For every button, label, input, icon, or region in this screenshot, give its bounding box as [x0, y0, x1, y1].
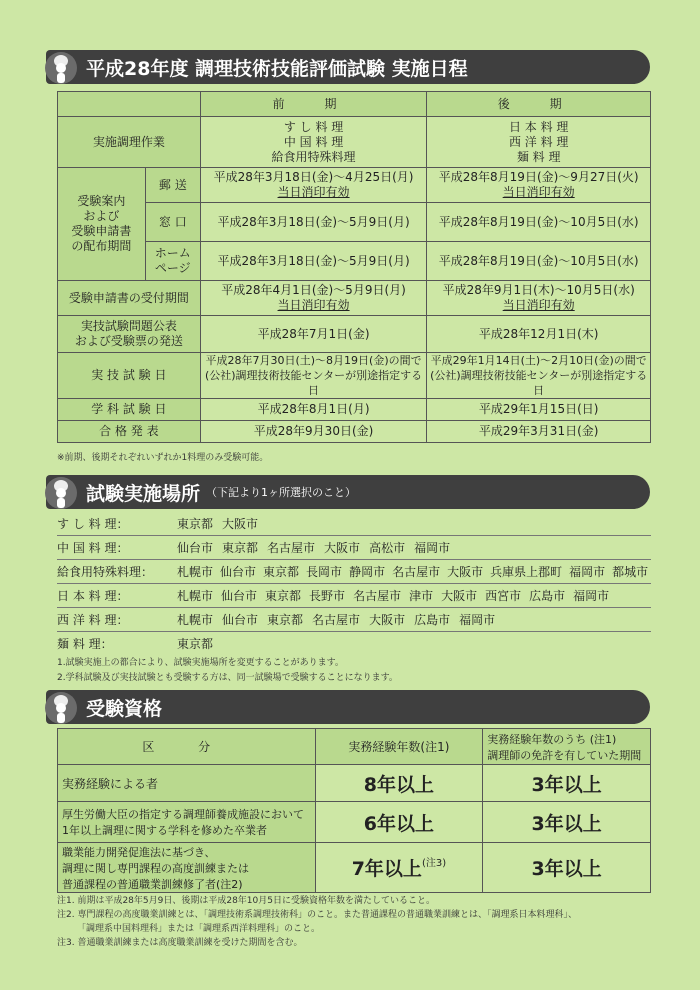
label-part: および受験票の発送 [74, 334, 183, 348]
venue-city: 東京都 [267, 613, 304, 627]
dish: す し 料 理 [283, 119, 344, 134]
note-line: 注3. 普通職業訓練または高度職業訓練を受けた期間を含む。 [57, 938, 303, 948]
venue-city: 西宮市 [485, 589, 522, 603]
qual-years: 6年以上 [315, 802, 483, 843]
venue-city: 高松市 [369, 541, 406, 555]
venue-city: 仙台市 [177, 541, 214, 555]
qual-license: 3年以上 [483, 765, 651, 802]
venue-city: 名古屋市 [353, 589, 402, 603]
postmark-note: 当日消印有効 [502, 298, 575, 312]
chef-mascot-icon [40, 49, 82, 91]
venue-city: 仙台市 [221, 589, 258, 603]
qual-license: 3年以上 [483, 802, 651, 843]
venue-city: 大阪市 [324, 541, 361, 555]
venue-city: 長野市 [309, 589, 346, 603]
label-part: ホーム [154, 246, 191, 260]
label-line: 厚生労働大臣の指定する調理師養成施設において [62, 808, 304, 821]
venue-city: 東京都 [177, 517, 214, 531]
schedule-note: ※前期、後期それぞれいずれか1料理のみ受験可能。 [57, 453, 269, 463]
label-line: 職業能力開発促進法に基づき、 [62, 845, 216, 859]
venue-city: 大阪市 [441, 589, 478, 603]
date-note: (公社)調理技術技能センターが別途指定する日 [430, 369, 648, 397]
schedule-table [57, 91, 651, 443]
dish: 中 国 料 理 [283, 134, 344, 149]
date-range: 平成29年1月14日(土)～2月10日(金)の間で [430, 354, 647, 367]
venue-city: 名古屋市 [267, 541, 316, 555]
mail-second [427, 168, 651, 203]
venue-city: 仙台市 [222, 613, 259, 627]
written-second: 平成29年1月15日(日) [427, 399, 651, 421]
section-header-qualification [46, 690, 650, 724]
header-license [483, 729, 651, 765]
postmark-note: 当日消印有効 [277, 185, 350, 199]
venue-row-western [57, 608, 651, 632]
label-line: 調理に関し専門課程の高度訓練または [62, 861, 249, 875]
years-note: (注3) [421, 858, 447, 869]
written-first: 平成28年8月1日(月) [200, 399, 427, 421]
venue-city: 福岡市 [573, 589, 610, 603]
row-label-cooking: 実施調理作業 [58, 117, 201, 168]
venue-city: 東京都 [263, 565, 300, 579]
venue-city: 大阪市 [447, 565, 484, 579]
dish: 日 本 料 理 [508, 119, 569, 134]
venue-label: 西 洋 料 理： [57, 613, 129, 627]
cooking-second [427, 117, 651, 168]
venue-label: 中 国 料 理： [57, 541, 129, 555]
venue-city: 大阪市 [369, 613, 406, 627]
announce-first: 平成28年7月1日(金) [200, 316, 427, 353]
note-line: 「調理系中国料理科」または「調理系西洋料理科」のこと。 [77, 924, 321, 934]
pass-first: 平成28年9月30日(金) [200, 421, 427, 443]
venue-city: 静岡市 [349, 565, 386, 579]
row-label-accept: 受験申請書の受付期間 [58, 281, 201, 316]
label-line: 実務経験による者 [62, 776, 159, 791]
announce-second: 平成28年12月1日(木) [427, 316, 651, 353]
years-value: 7年以上 [351, 858, 422, 880]
corner-cell [58, 92, 201, 117]
venue-row-japanese [57, 584, 651, 608]
venue-city: 札幌市 [177, 589, 214, 603]
pass-second: 平成29年3月31日(金) [427, 421, 651, 443]
web-first: 平成28年3月18日(金)～5月9日(月) [200, 242, 427, 281]
qualification-table [57, 728, 651, 893]
section-title: 受験資格 [86, 697, 163, 720]
section-header-venues [46, 475, 650, 509]
qual-row-label [58, 765, 316, 802]
header-part: 調理師の免許を有していた期間 [487, 748, 642, 762]
venue-city: 広島市 [529, 589, 566, 603]
qual-years: 8年以上 [315, 765, 483, 802]
header-second: 後 期 [427, 92, 651, 117]
venue-row-chinese [57, 536, 651, 560]
date-range: 平成28年7月30日(土)～8月19日(金)の間で [205, 354, 422, 367]
section-header-schedule [46, 50, 650, 84]
venue-city: 福岡市 [459, 613, 496, 627]
window-first: 平成28年3月18日(金)～5月9日(月) [200, 203, 427, 242]
accept-first [200, 281, 427, 316]
label-part: 実技試験問題公表 [80, 319, 177, 333]
label-line: 1年以上調理に関する学科を修めた卒業者 [62, 824, 267, 837]
venue-city: 札幌市 [177, 613, 214, 627]
section-subtitle: （下記より1ヶ所選択のこと） [206, 486, 357, 499]
venue-row-catering [57, 560, 651, 584]
chef-mascot-icon [40, 689, 82, 731]
postmark-note: 当日消印有効 [277, 298, 350, 312]
cooking-first [200, 117, 427, 168]
header-category: 区 分 [58, 729, 316, 765]
venue-city: 長岡市 [306, 565, 343, 579]
venue-city: 札幌市 [177, 565, 214, 579]
practical-first [200, 353, 427, 399]
qual-years [315, 843, 483, 893]
qualification-notes [57, 894, 657, 950]
label-web [145, 242, 200, 281]
venue-city: 東京都 [222, 541, 259, 555]
dish: 西 洋 料 理 [508, 134, 569, 149]
venue-note: 2.学科試験及び実技試験とも受験する方は、同一試験場で受験することになります。 [57, 673, 398, 683]
venue-row-noodle [57, 632, 651, 655]
qual-row-label [58, 802, 316, 843]
date-range: 平成28年4月1日(金)～5月9日(月) [221, 283, 406, 297]
venue-label: 給食用特殊料理： [57, 565, 154, 579]
venue-city: 東京都 [177, 637, 214, 651]
mail-first [200, 168, 427, 203]
label-mail: 郵 送 [145, 168, 200, 203]
web-second: 平成28年8月19日(金)～10月5日(水) [427, 242, 651, 281]
row-label-practical: 実 技 試 験 日 [58, 353, 201, 399]
venue-label: 日 本 料 理： [57, 589, 129, 603]
venue-city: 名古屋市 [392, 565, 441, 579]
venue-city: 都城市 [612, 565, 649, 579]
section-title: 試験実施場所 [86, 482, 201, 505]
label-part: ページ [154, 261, 191, 275]
venue-city: 福岡市 [414, 541, 451, 555]
venue-city: 福岡市 [569, 565, 606, 579]
venue-list [57, 512, 651, 655]
row-label-announce [58, 316, 201, 353]
venue-note: 1.試験実施上の都合により、試験実施場所を変更することがあります。 [57, 658, 344, 668]
venue-city: 津市 [409, 589, 434, 603]
label-line: 普通課程の普通職業訓練修了者(注2) [62, 877, 243, 891]
date-note: (公社)調理技術技能センターが別途指定する日 [204, 369, 423, 397]
dish: 給食用特殊料理 [271, 149, 356, 164]
venue-city: 広島市 [414, 613, 451, 627]
venue-label: 麺 料 理： [57, 637, 113, 651]
window-second: 平成28年8月19日(金)～10月5日(水) [427, 203, 651, 242]
chef-mascot-icon [40, 474, 82, 516]
note-line: 注1. 前期は平成28年5月9日、後期は平成28年10月5日に受験資格年数を満たしていること。 [57, 896, 435, 906]
qual-license: 3年以上 [483, 843, 651, 893]
accept-second [427, 281, 651, 316]
dish: 麺 料 理 [516, 149, 561, 164]
row-label-distribution: 受験案内 および 受験申請書 の配布期間 [58, 168, 146, 281]
venue-row-sushi [57, 512, 651, 536]
date-range: 平成28年8月19日(金)～9月27日(火) [438, 170, 639, 184]
header-part: 実務経験年数のうち (注1) [487, 732, 617, 746]
venue-city: 大阪市 [222, 517, 259, 531]
qual-row-label [58, 843, 316, 893]
venue-city: 兵庫県上郡町 [490, 565, 563, 579]
row-label-written: 学 科 試 験 日 [58, 399, 201, 421]
postmark-note: 当日消印有効 [502, 185, 575, 199]
venue-label: す し 料 理： [57, 517, 129, 531]
note-line: 注2. 専門課程の高度職業訓練とは、「調理技術系調理技術科」のこと。また普通課程の普通職業訓練とは、「調理系日本料理科」、 [57, 910, 577, 920]
date-range: 平成28年9月1日(木)～10月5日(水) [442, 283, 635, 297]
row-label-pass: 合 格 発 表 [58, 421, 201, 443]
date-range: 平成28年3月18日(金)～4月25日(月) [213, 170, 414, 184]
venue-city: 名古屋市 [312, 613, 361, 627]
venue-city: 東京都 [265, 589, 302, 603]
header-first: 前 期 [200, 92, 427, 117]
label-window: 窓 口 [145, 203, 200, 242]
practical-second [427, 353, 651, 399]
header-years: 実務経験年数(注1) [315, 729, 483, 765]
section-title: 平成28年度 調理技術技能評価試験 実施日程 [86, 57, 468, 80]
venue-city: 仙台市 [220, 565, 257, 579]
